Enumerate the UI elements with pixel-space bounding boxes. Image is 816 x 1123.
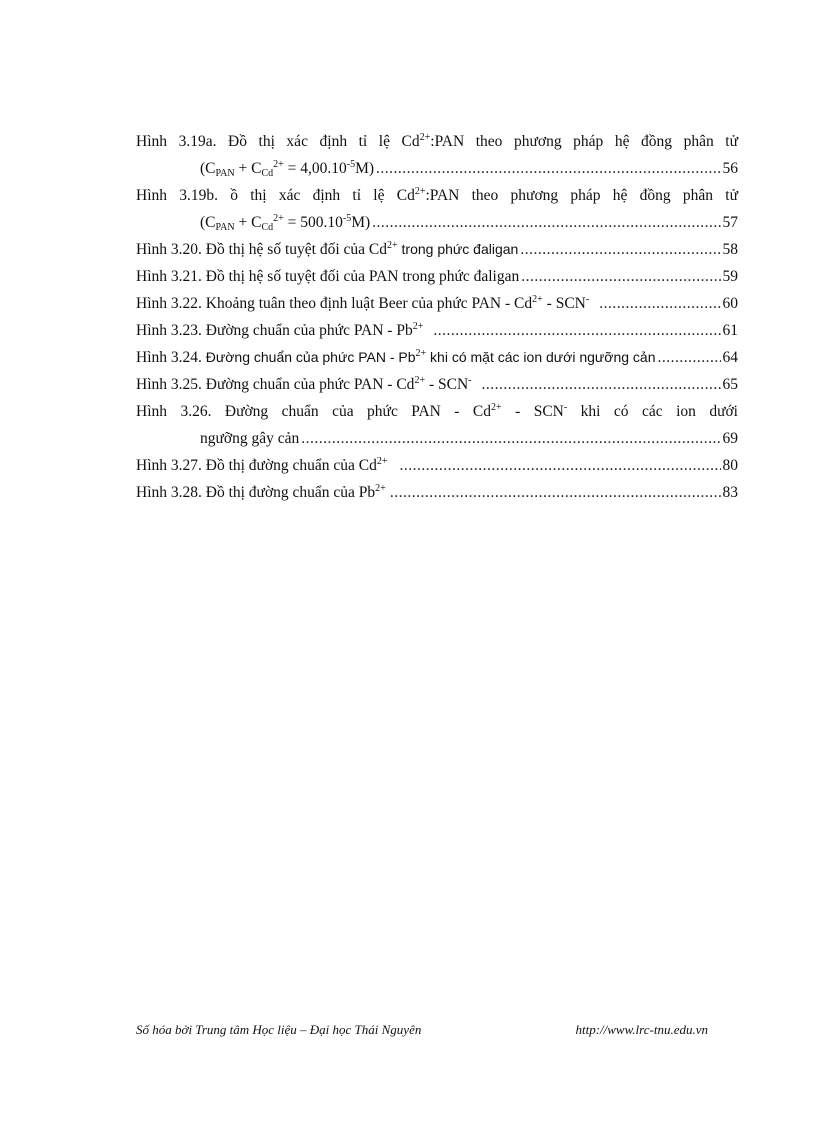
entry-text-part: Hình 3.28. Đồ thị đường chuẩn của Pb	[136, 484, 376, 501]
superscript: -5	[346, 159, 356, 170]
superscript: 2+	[415, 348, 427, 359]
entry-text-part: Đường chuẩn của phức PAN - Pb	[205, 349, 416, 365]
dot-leader	[372, 209, 720, 236]
page-number: 83	[722, 484, 738, 501]
page-number: 69	[722, 430, 738, 447]
toc-entry-line	[136, 371, 738, 398]
entry-text	[136, 317, 423, 344]
entry-text-part: Hình 3.25. Đường chuẩn của phức PAN - Cd	[136, 376, 415, 393]
superscript: 2+	[375, 483, 386, 494]
superscript: 2+	[412, 321, 424, 332]
entry-text: Hình 3.26. Đường chuẩn của phức PAN - Cd	[136, 403, 491, 420]
entry-text-part: - SCN	[425, 376, 469, 393]
superscript: -	[468, 375, 472, 386]
page-number: 64	[722, 349, 738, 366]
superscript: 2+	[387, 240, 398, 251]
formula-part: + C	[234, 214, 262, 231]
toc-entry-line	[136, 236, 738, 263]
formula-part: = 4,00.10	[283, 160, 347, 177]
dot-leader	[301, 425, 720, 452]
toc-entry-line	[136, 317, 738, 344]
entry-text: ngưỡng gây cản	[200, 430, 300, 447]
toc-entry-line	[136, 344, 738, 371]
toc-entry-3-21	[136, 263, 738, 290]
toc-entry-line	[136, 479, 738, 506]
entry-text-part: trong phức đaligan	[397, 241, 519, 257]
entry-text-part: Hình 3.24.	[136, 349, 206, 366]
dot-leader	[400, 452, 721, 479]
entry-text-part: Hình 3.27. Đồ thị đường chuẩn của Cd	[136, 457, 377, 474]
subscript: PAN	[215, 168, 235, 179]
subscript: Cd	[261, 222, 274, 233]
toc-entry-line	[136, 263, 738, 290]
entry-text: :PAN theo phương pháp hệ đồng phân tử	[430, 133, 738, 150]
superscript: 2+	[273, 213, 284, 224]
dot-leader	[658, 344, 721, 371]
page-number: 61	[722, 322, 738, 339]
superscript: 2+	[376, 456, 388, 467]
formula-part: + C	[234, 160, 262, 177]
superscript: 2+	[532, 294, 543, 305]
superscript: 2+	[414, 186, 426, 197]
entry-text: :PAN theo phương pháp hệ đồng phân tử	[425, 187, 738, 204]
dot-leader	[390, 479, 721, 506]
superscript: -	[585, 294, 590, 305]
dot-leader	[433, 317, 720, 344]
toc-entry-3-20	[136, 236, 738, 263]
toc-entry-3-22	[136, 290, 738, 317]
entry-text-part: - SCN	[542, 295, 586, 312]
superscript: 2+	[491, 402, 502, 413]
entry-text: Hình 3.21. Đồ thị hệ số tuyệt đối của PAN trong phức đaligan	[136, 268, 520, 285]
toc-entry-line	[136, 425, 738, 452]
formula-part: (C	[200, 160, 216, 177]
formula-part: M)	[351, 214, 371, 231]
entry-text-part: Hình 3.20. Đồ thị hệ số tuyệt đối của Cd	[136, 241, 387, 258]
page-number: 80	[722, 457, 738, 474]
entry-text-part: Hình 3.23. Đường chuẩn của phức PAN - Pb	[136, 322, 413, 339]
entry-text: - SCN	[501, 403, 564, 420]
superscript: 2+	[414, 375, 426, 386]
subscript: Cd	[261, 168, 274, 179]
toc-entry-line	[136, 209, 738, 236]
toc-entry-line	[136, 452, 738, 479]
toc-entry-3-25	[136, 371, 738, 398]
entry-text	[136, 452, 388, 479]
page-number: 57	[722, 214, 738, 231]
toc-entry-3-23	[136, 317, 738, 344]
entry-text: Hình 3.19a. Đồ thị xác định tỉ lệ Cd	[136, 133, 420, 150]
toc-entry-line	[136, 155, 738, 182]
toc-entry-3-24	[136, 344, 738, 371]
entry-text: khi có các ion dưới	[567, 403, 738, 420]
superscript: -	[563, 402, 568, 413]
page-footer	[136, 1022, 708, 1038]
dot-leader	[520, 236, 720, 263]
page-number: 58	[722, 241, 738, 258]
toc-entry-line	[136, 128, 738, 155]
entry-text	[136, 479, 386, 506]
toc-entry-line	[136, 398, 738, 425]
dot-leader	[521, 263, 720, 290]
toc-entry-line	[136, 182, 738, 209]
page-number: 65	[722, 376, 738, 393]
page-number: 56	[722, 160, 738, 177]
subscript: PAN	[215, 222, 235, 233]
page-number: 60	[722, 295, 738, 312]
formula	[200, 209, 370, 236]
formula-part: (C	[200, 214, 216, 231]
toc-entry-3-19a	[136, 128, 738, 182]
formula-part: = 500.10	[283, 214, 343, 231]
table-of-figures	[136, 128, 738, 506]
formula-part: M)	[355, 160, 375, 177]
entry-text-part: Hình 3.22. Khoảng tuân theo định luật Beer của phức PAN - Cd	[136, 295, 533, 312]
toc-entry-3-26	[136, 398, 738, 452]
entry-text: Hình 3.19b. ồ thị xác định tỉ lệ Cd	[136, 187, 415, 204]
toc-entry-line	[136, 290, 738, 317]
superscript: 2+	[273, 159, 284, 170]
toc-entry-3-19b	[136, 182, 738, 236]
dot-leader	[599, 290, 720, 317]
formula	[200, 155, 374, 182]
entry-text	[136, 344, 656, 371]
footer-url[interactable]: http://www.lrc-tnu.edu.vn	[575, 1022, 708, 1037]
toc-entry-3-27	[136, 452, 738, 479]
dot-leader	[376, 155, 720, 182]
toc-entry-3-28	[136, 479, 738, 506]
superscript: -5	[342, 213, 352, 224]
footer-credit: Số hóa bởi Trung tâm Học liệu – Đại học Thái Nguyên	[136, 1022, 422, 1037]
entry-text-part: khi có mặt các ion dưới ngưỡng cản	[426, 349, 656, 365]
entry-text	[136, 371, 472, 398]
dot-leader	[482, 371, 721, 398]
entry-text	[136, 236, 518, 263]
superscript: 2+	[419, 132, 431, 143]
page-number: 59	[722, 268, 738, 285]
entry-text	[136, 290, 589, 317]
